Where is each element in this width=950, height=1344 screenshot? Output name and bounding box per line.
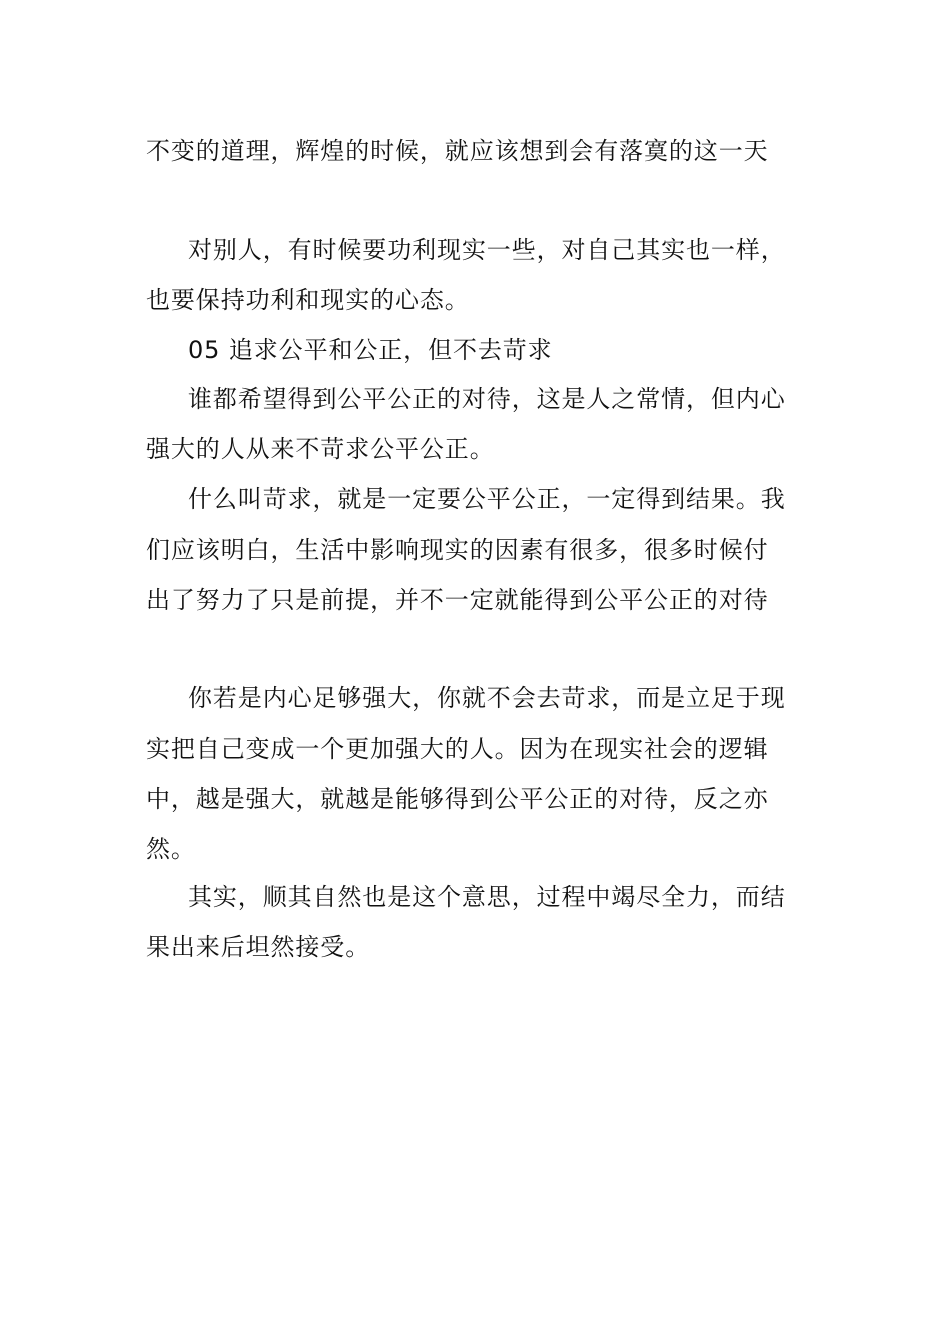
paragraph-line: 然。 [146, 835, 196, 863]
paragraph-line: 们应该明白，生活中影响现实的因素有很多，很多时候付 [146, 536, 769, 564]
paragraph-line: 什么叫苛求，就是一定要公平公正，一定得到结果。我 [188, 485, 786, 513]
paragraph-line: 谁都希望得到公平公正的对待，这是人之常情，但内心 [188, 385, 786, 413]
paragraph-line: 你若是内心足够强大，你就不会去苛求，而是立足于现 [188, 684, 786, 712]
paragraph-line: 强大的人从来不苛求公平公正。 [146, 435, 495, 463]
paragraph-line: 对别人，有时候要功利现实一些，对自己其实也一样， [188, 236, 786, 264]
paragraph-line: 出了努力了只是前提，并不一定就能得到公平公正的对待 [146, 586, 769, 614]
paragraph-line: 实把自己变成一个更加强大的人。因为在现实社会的逻辑 [146, 735, 769, 763]
paragraph-line: 其实，顺其自然也是这个意思，过程中竭尽全力，而结 [188, 883, 786, 911]
paragraph-line: 不变的道理，辉煌的时候，就应该想到会有落寞的这一天 [146, 137, 769, 165]
paragraph-line: 果出来后坦然接受。 [146, 933, 371, 961]
section-heading: 05 追求公平和公正，但不去苛求 [188, 336, 553, 364]
paragraph-line: 中，越是强大，就越是能够得到公平公正的对待，反之亦 [146, 785, 769, 813]
paragraph-line: 也要保持功利和现实的心态。 [146, 286, 470, 314]
